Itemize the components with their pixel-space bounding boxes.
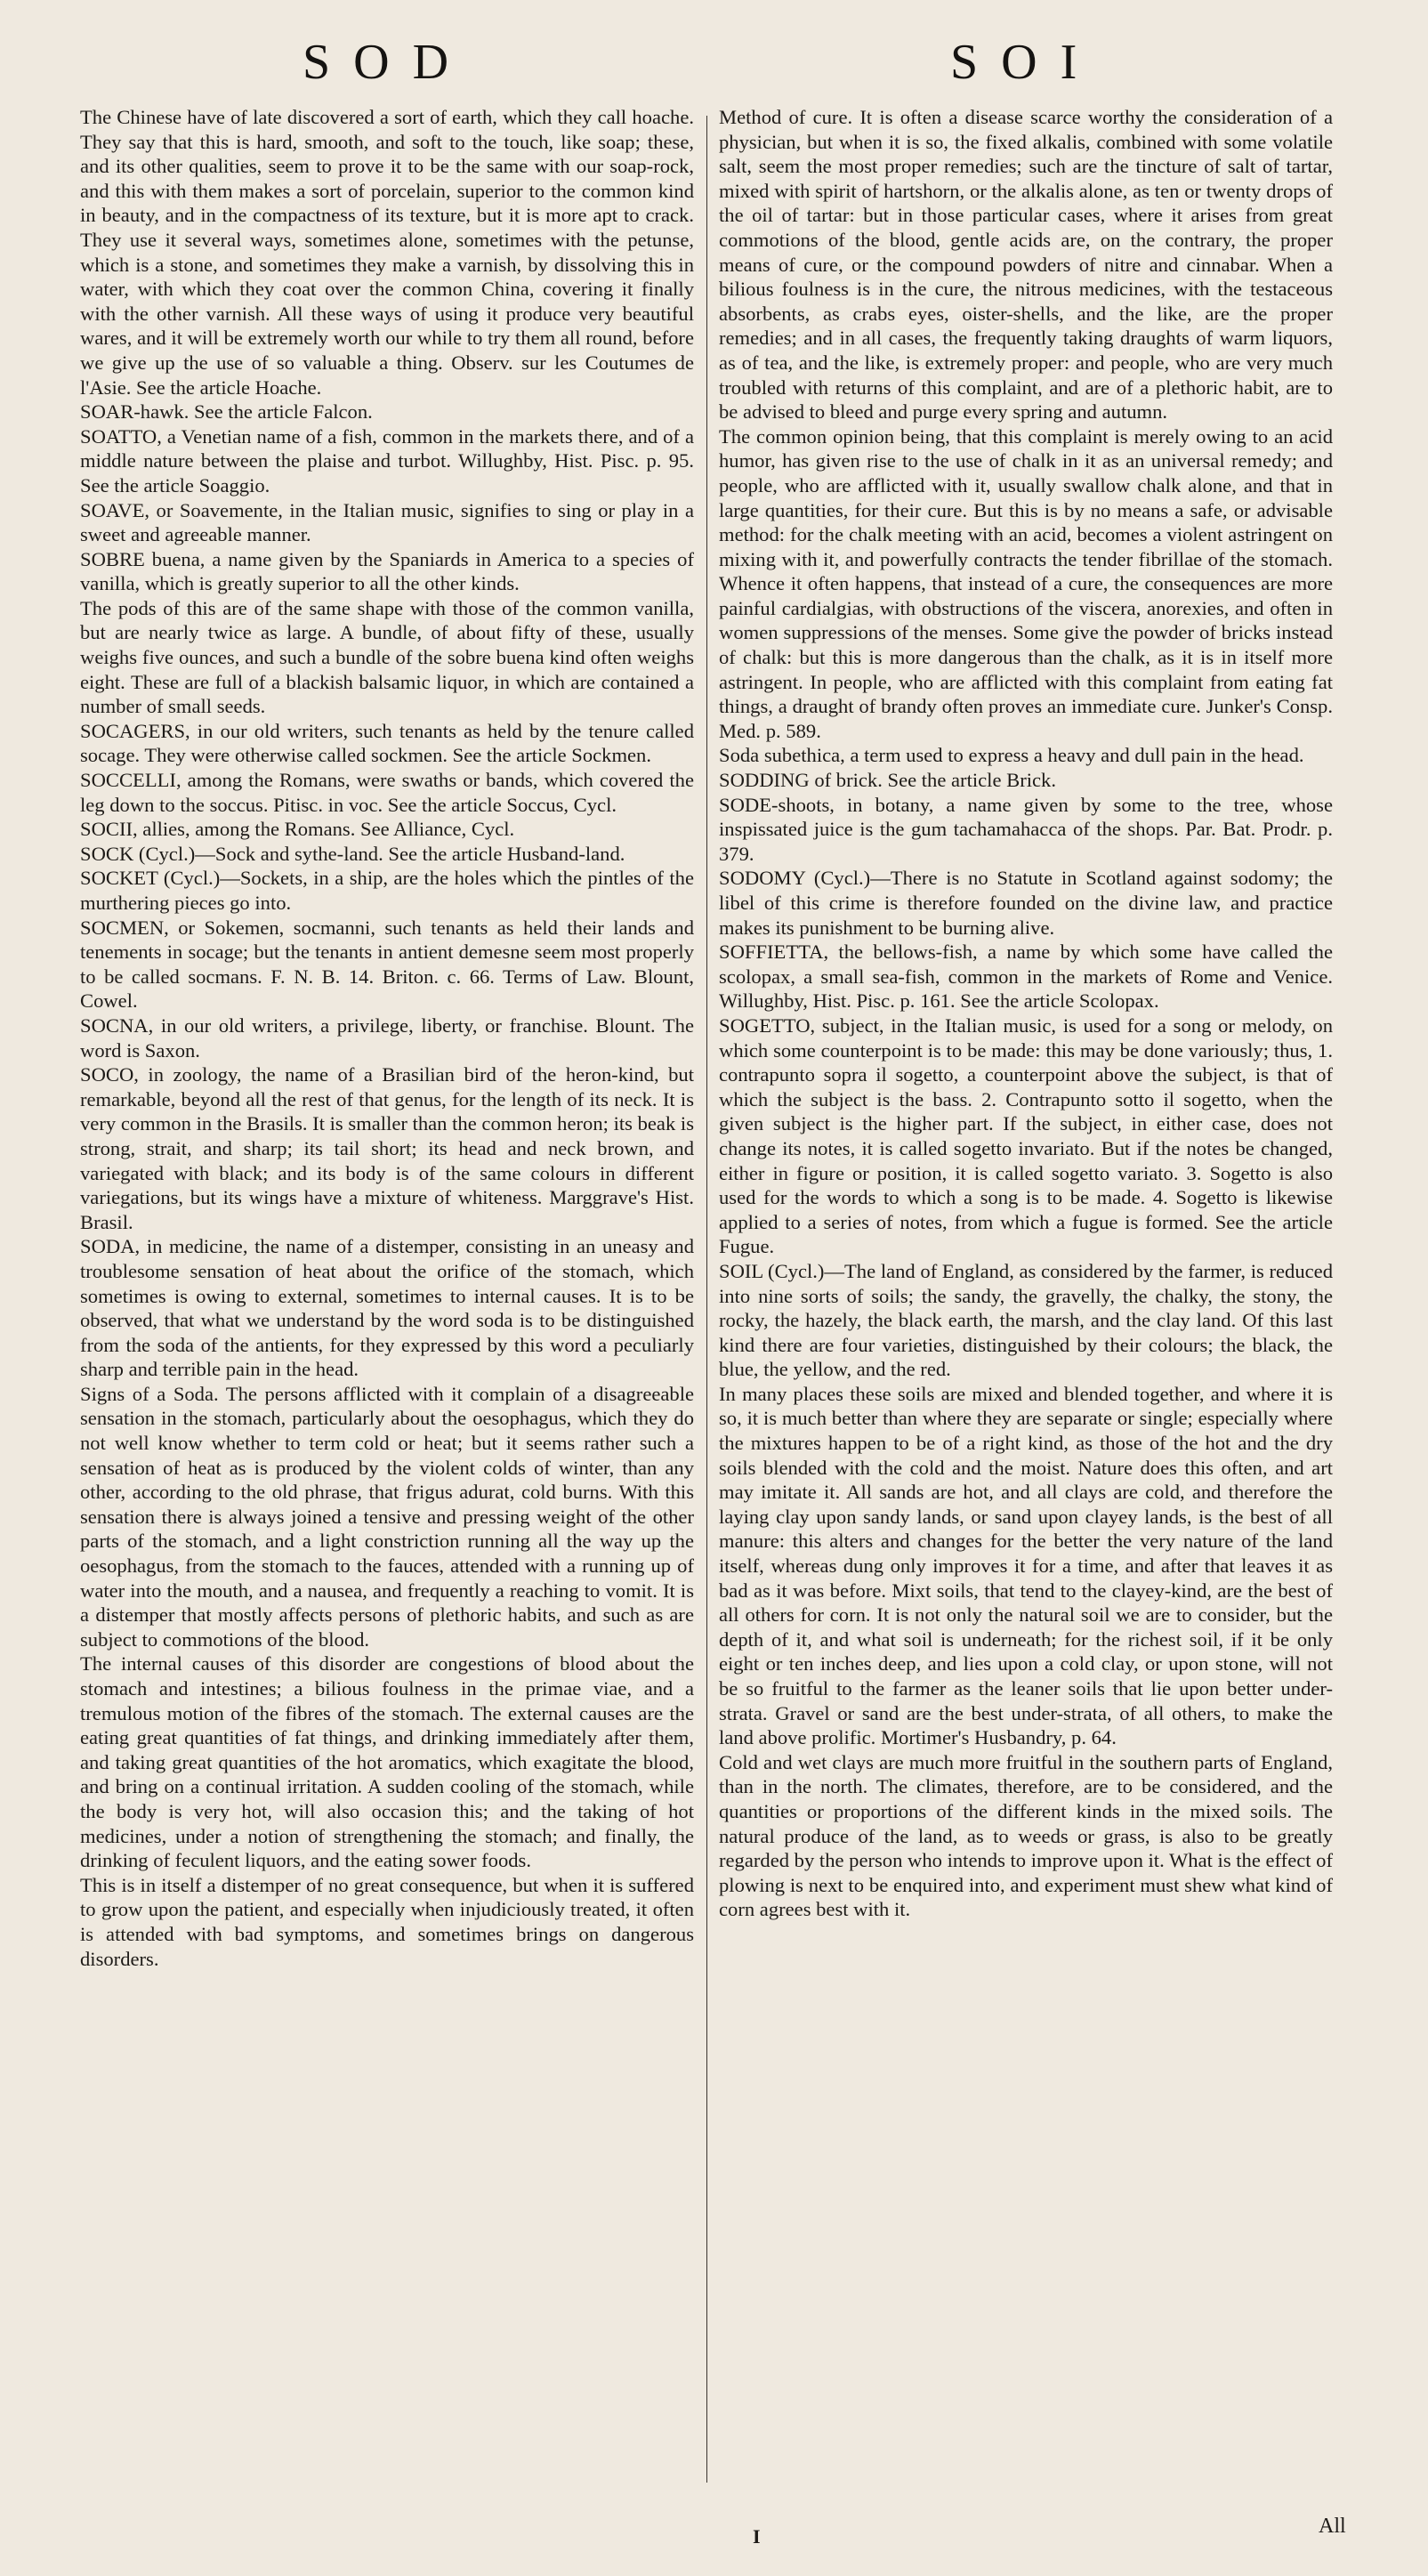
catchword: All — [1319, 2515, 1346, 2538]
column-divider — [706, 116, 707, 2483]
entry-paragraph: Signs of a Soda. The persons afflicted with it complain of a disagreeable sensation in the stomach, particularly about the oesophagus, which they do not well know whether to term cold or heat; but it seems rather such a sensation of heat as is produced by the violent colds of winter, than any other, according to the old phrase, that frigus adurat, cold burns. With this sensation there is always joined a tensive and pressing weight of the other parts of the stomach, and a light constriction running all the way up the oesophagus, from the stomach to the fauces, attended with a running up of water into the mouth, and a nausea, and frequently a reaching to vomit. It is a distemper that mostly affects persons of plethoric habits, and such as are subject to commotions of the blood. — [80, 1382, 694, 1651]
entry-paragraph: Cold and wet clays are much more fruitful in the southern parts of England, than in the north. The climates, therefore, are to be considered, and the quantities or proportions of the different kinds in the mixed soils. The natural produce of the land, as to weeds or grass, is also to be greatly regarded by the person who intends to improve upon it. What is the effect of plowing is next to be enquired into, and experiment must shew what kind of corn agrees best with it. — [719, 1750, 1333, 1921]
entry-paragraph: In many places these soils are mixed and blended together, and where it is so, it is much better than where they are separate or single; especially where the mixtures happen to be of a right kind, as those of the hot and the dry soils blended with the cold and the moist. Nature does this often, and art may imitate it. All sands are hot, and all clays are cold, and therefore the laying clay upon sandy lands, or sand upon clayey lands, is the best of all manure: this alters and changes for the better the very nature of the land itself, whereas dung only improves it for a time, and after that leaves it as bad as it was before. Mixt soils, that tend to the clayey-kind, are the best of all others for corn. It is not only the natural soil we are to consider, but the depth of it, and what soil is underneath; for the richest soil, if it be only eight or ten inches deep, and lies upon a cold clay, or upon stone, will not be so fruitful to the farmer as the leaner soils that lie upon better under-strata. Gravel or sand are the best under-strata, of all others, to make the land above prolific. Mortimer's Husbandry, p. 64. — [719, 1382, 1333, 1749]
entry-sock: SOCK (Cycl.)—Sock and sythe-land. See the article Husband-land. — [80, 842, 625, 865]
entry-sogetto: SOGETTO, subject, in the Italian music, is used for a song or melody, on which some counterpoint is to be made: this may be done variously; thus, 1. contrapunto sopra il sogetto, a counterpoint above the subject, is that of which the subject is the bass. 2. Contrapunto sotto il sogetto, when the given subject is the higher part. If the subject, in either case, does not change its notes, it is called sogetto invariato. But if the notes be changed, either in figure or position, it is called sogetto variato. 3. Sogetto is also used for the words to which a song is to be made. 4. Sogetto is likewise applied to a series of notes, from which a fugue is formed. See the article Fugue. — [719, 1013, 1333, 1258]
entry-soda-subethica: Soda subethica, a term used to express a heavy and dull pain in the head. — [719, 744, 1304, 767]
entry-socagers: SOCAGERS, in our old writers, such tenants as held by the tenure called socage. They were otherwise called sockmen. See the article Sockmen. — [80, 719, 694, 767]
entry-sodomy: SODOMY (Cycl.)—There is no Statute in Scotland against sodomy; the libel of this crime is therefore founded on the divine law, and practice makes its punishment to be burning alive. — [719, 867, 1333, 939]
entry-soave: SOAVE, or Soavemente, in the Italian music, signifies to sing or play in a sweet and agreeable manner. — [80, 498, 694, 546]
entry-sode-shoots: SODE-shoots, in botany, a name given by some to the tree, whose inspissated juice is the gum tachamahacca of the shops. Par. Bat. Prodr. p. 379. — [719, 793, 1333, 865]
signature-mark: I — [753, 2525, 761, 2548]
running-head-right: SOI — [950, 35, 1101, 90]
entry-paragraph: Method of cure. It is often a disease scarce worthy the consideration of a physician, but when it is so, the fixed alkalis, combined with some volatile salt, seem the most proper remedies; such are the tincture of salt of tartar, mixed with spirit of hartshorn, or the alkalis alone, as ten or twenty drops of the oil of tartar: but in those particular cases, where it arises from great commotions of the blood, gentle acids are, on the contrary, the proper means of cure, or the compound powders of nitre and cinnabar. When a bilious foulness is in the cure, the nitrous medicines, with the testaceous absorbents, as crabs eyes, oister-shells, and the like, are the proper remedies; and in all cases, the frequently taking draughts of warm liquors, as of tea, and the like, is extremely proper: and people, who are very much troubled with returns of this complaint, and are of a plethoric habit, are to be advised to bleed and purge every spring and autumn. — [719, 106, 1333, 424]
entry-paragraph: The internal causes of this disorder are congestions of blood about the stomach and intestines; a bilious foulness in the primae viae, and a tremulous motion of the fibres of the stomach. The external causes are the eating great quantities of fat things, and drinking immediately after them, and taking great quantities of the hot aromatics, which exagitate the blood, and bring on a continual irritation. A sudden cooling of the stomach, while the body is very hot, will also occasion this; and the taking of hot medicines, under a notion of strengthening the stomach; and finally, the drinking of feculent liquors, and the eating sower foods. — [80, 1652, 694, 1872]
entry-soccelli: SOCCELLI, among the Romans, were swaths or bands, which covered the leg down to the soccus. Pitisc. in voc. See the article Soccus, Cycl. — [80, 769, 694, 816]
entry-paragraph: The Chinese have of late discovered a sort of earth, which they call hoache. They say that this is hard, smooth, and soft to the touch, like soap; these, and its other qualities, seem to prove it to be the same with our soap-rock, and this with them makes a sort of porcelain, superior to the common kind in beauty, and in the compactness of its texture, but it is more apt to crack. They use it several ways, sometimes alone, sometimes with the petunse, which is a stone, and sometimes they make a varnish, by dissolving this in water, with which they coat over the common China, covering it finally with the other varnish. All these ways of using it produce very beautiful wares, and it will be extremely worth our while to try them all round, before we give up the use of so valuable a thing. Observ. sur les Coutumes de l'Asie. See the article Hoache. — [80, 106, 694, 399]
entry-socmen: SOCMEN, or Sokemen, socmanni, such tenants as held their lands and tenements in socage; but the tenants in antient demesne seem most properly to be called socmans. F. N. B. 14. Briton. c. 66. Terms of Law. Blount, Cowel. — [80, 916, 694, 1013]
left-column — [80, 105, 694, 1971]
running-head-left: SOD — [303, 35, 472, 90]
entry-soco: SOCO, in zoology, the name of a Brasilian bird of the heron-kind, but remarkable, beyond all the rest of that genus, for the length of its neck. It is very common in the Brasils. It is smaller than the common heron; its beak is strong, strait, and sharp; its tail short; its head and neck brown, and variegated with black; and its body is of the same colours in different variegations, but its wings have a mixture of whiteness. Marggrave's Hist. Brasil. — [80, 1063, 694, 1233]
entry-soda: SODA, in medicine, the name of a distemper, consisting in an uneasy and troublesome sensation of heat about the orifice of the stomach, which sometimes is owing to external, sometimes to internal causes. It is to be observed, that what we understand by the word soda is to be distinguished from the soda of the antients, for they expressed by this word a peculiarly sharp and terrible pain in the head. — [80, 1235, 694, 1381]
entry-socna: SOCNA, in our old writers, a privilege, liberty, or franchise. Blount. The word is Saxon. — [80, 1013, 694, 1062]
entry-soil: SOIL (Cycl.)—The land of England, as considered by the farmer, is reduced into nine sorts of soils; the sandy, the gravelly, the chalky, the stony, the rocky, the hazely, the black earth, the marsh, and the clay land. Of this last kind there are four varieties, distinguished by their colours; the black, the blue, the yellow, and the red. — [719, 1259, 1333, 1381]
entry-soar-hawk: SOAR-hawk. See the article Falcon. — [80, 400, 373, 424]
entry-soffietta: SOFFIETTA, the bellows-fish, a name by which some have called the scolopax, a small sea-fish, common in the markets of Rome and Venice. Willughby, Hist. Pisc. p. 161. See the article Scolopax. — [719, 941, 1333, 1013]
entry-sobre: SOBRE buena, a name given by the Spaniards in America to a species of vanilla, which is greatly superior to all the other kinds. — [80, 547, 694, 595]
entry-soatto: SOATTO, a Venetian name of a fish, common in the markets there, and of a middle nature between the plaise and turbot. Willughby, Hist. Pisc. p. 95. See the article Soaggio. — [80, 424, 694, 497]
entry-socket: SOCKET (Cycl.)—Sockets, in a ship, are the holes which the pintles of the murthering pieces go into. — [80, 867, 694, 914]
entry-socii: SOCII, allies, among the Romans. See Alliance, Cycl. — [80, 818, 515, 841]
entry-paragraph: The common opinion being, that this complaint is merely owing to an acid humor, has given rise to the use of chalk in it as an universal remedy; and people, who are afflicted with it, usually swallow chalk alone, and that in large quantities, for their cure. But this is by no means a safe, or advisable method: for the chalk meeting with an acid, becomes a violent astringent on mixing with it, and powerfully contracts the tender fibrillae of the stomach. Whence it often happens, that instead of a cure, the consequences are more painful cardialgias, with obstructions of the viscera, anorexies, and often in women suppressions of the menses. Some give the powder of bricks instead of chalk: but this is more dangerous than the chalk, as it is in itself more astringent. In people, who are afflicted with this complaint from eating fat things, a draught of brandy often proves an immediate cure. Junker's Consp. Med. p. 589. — [719, 424, 1333, 742]
entry-paragraph: This is in itself a distemper of no great consequence, but when it is suffered to grow upon the patient, and especially when injudiciously treated, it often is attended with bad symptoms, and sometimes brings on dangerous disorders. — [80, 1873, 694, 1970]
entry-sodding: SODDING of brick. See the article Brick. — [719, 769, 1056, 792]
entry-paragraph: The pods of this are of the same shape with those of the common vanilla, but are nearly twice as large. A bundle, of about fifty of these, usually weighs five ounces, and such a bundle of the sobre buena kind often weighs eight. These are full of a blackish balsamic liquor, in which are contained a number of small seeds. — [80, 596, 694, 718]
right-column — [719, 105, 1333, 1922]
